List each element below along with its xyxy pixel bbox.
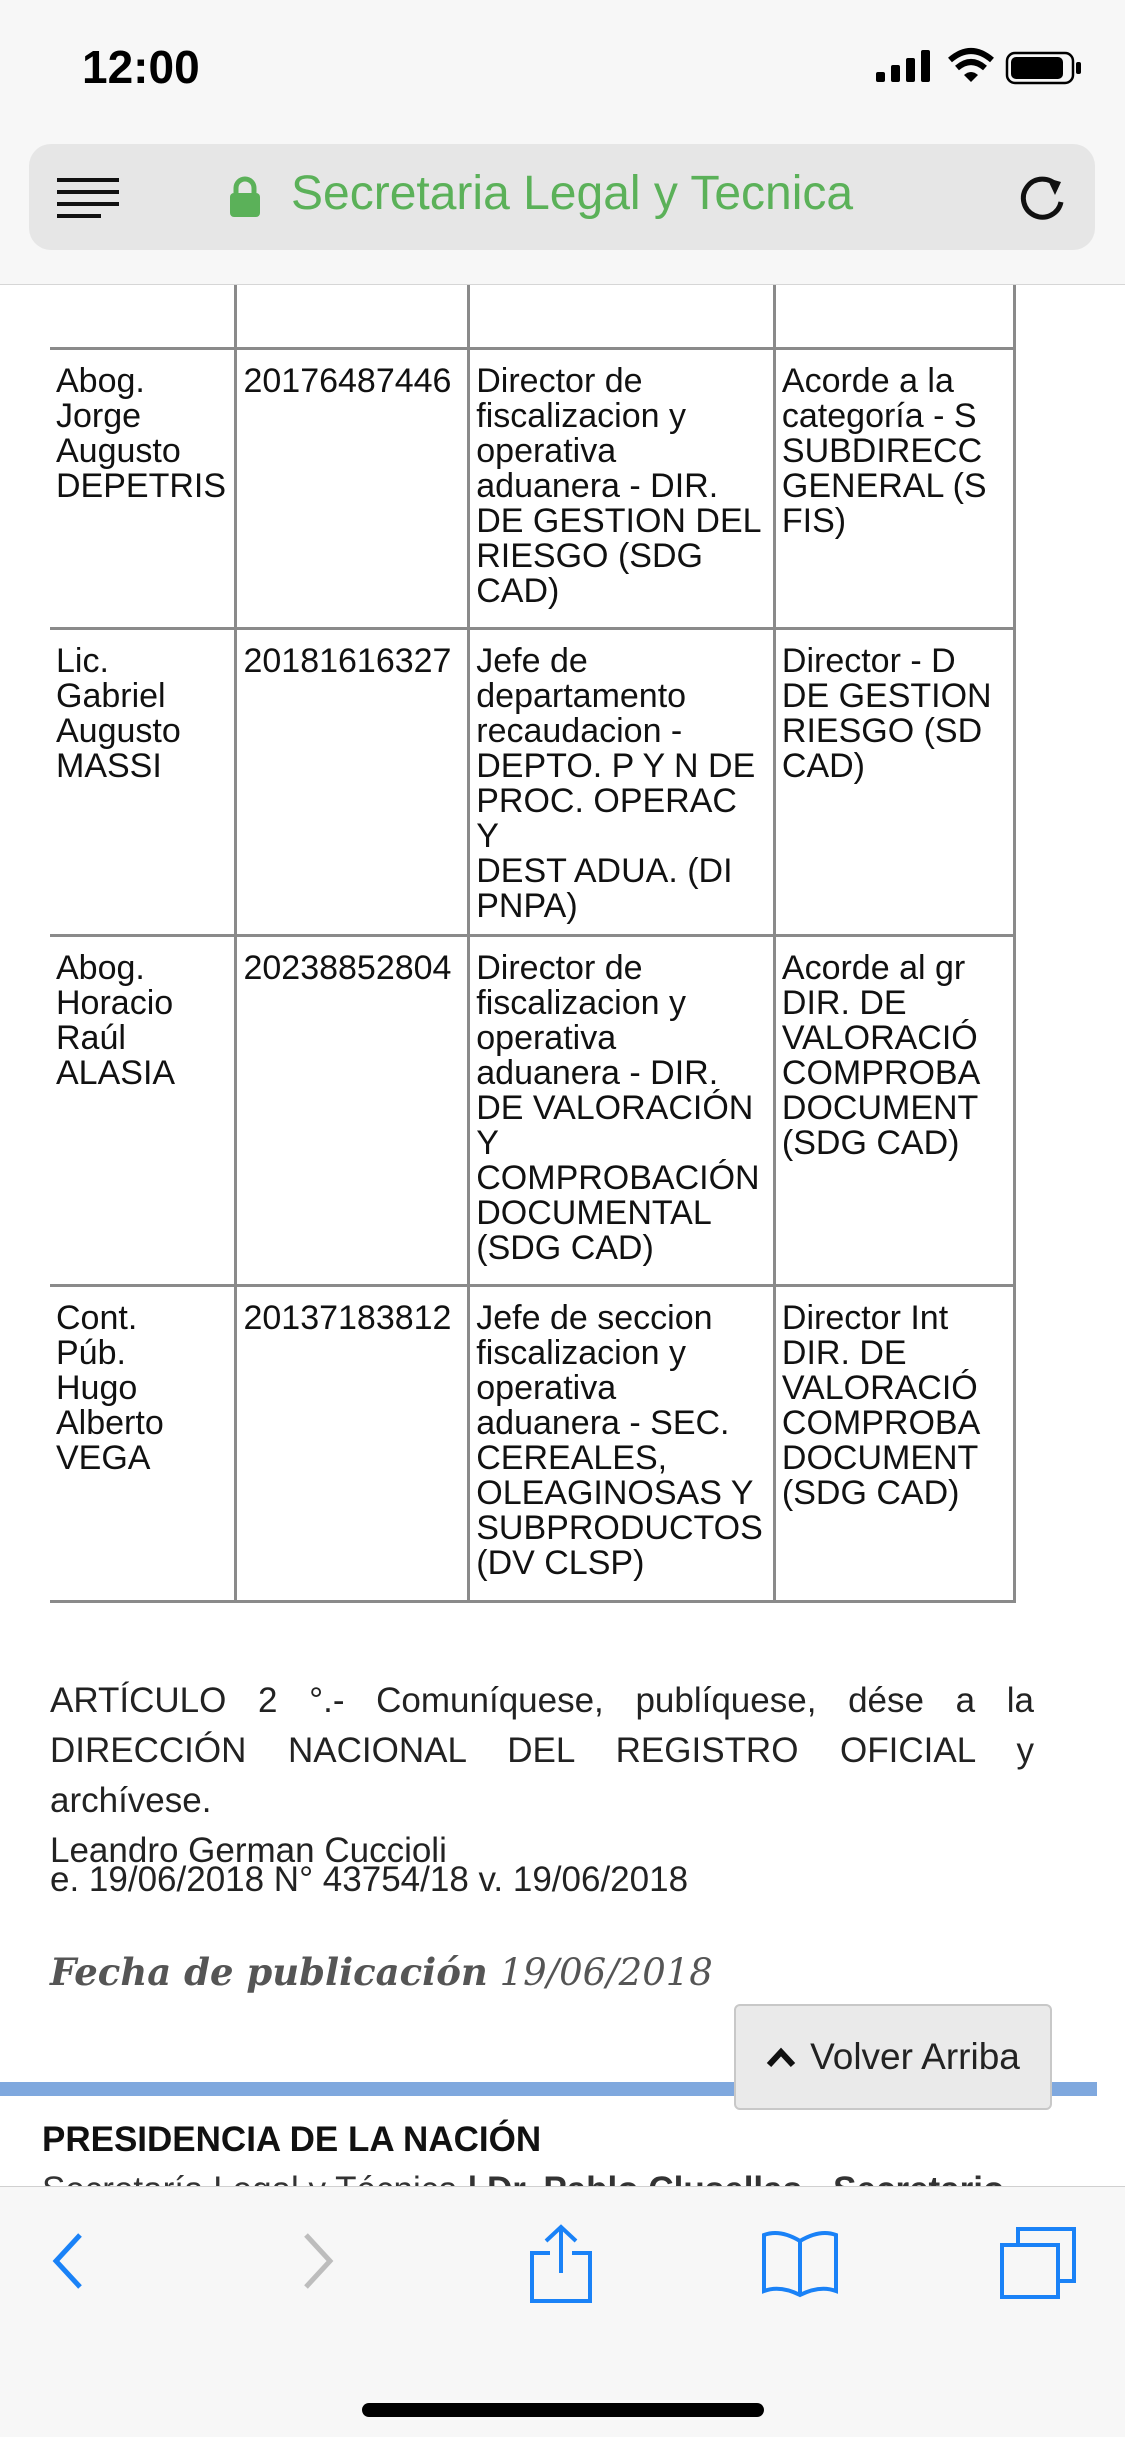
site-title[interactable]: Secretaria Legal y Tecnica bbox=[291, 167, 854, 220]
cell-cuit bbox=[236, 1285, 469, 1601]
cell-actual-line: CAD) bbox=[476, 571, 560, 610]
cell-asignada bbox=[774, 348, 1014, 628]
cell-asignada-line: DOCUMENT bbox=[781, 1088, 979, 1127]
cell-actual-line: fiscalizacion y bbox=[476, 983, 686, 1022]
cell-name-line: Púb. bbox=[56, 1333, 126, 1372]
cell-actual-line: (SDG CAD) bbox=[476, 1228, 654, 1267]
publication-date bbox=[50, 1950, 713, 1994]
reload-icon[interactable] bbox=[1017, 172, 1069, 224]
cell-name-line: Gabriel bbox=[56, 676, 166, 715]
articulo-text: ARTÍCULO 2 °.- Comuníquese, publíquese, dése a la DIRECCIÓN NACIONAL DEL REGISTRO OFICIAL y archívese. bbox=[50, 1681, 1034, 1820]
publication-date-label: Fecha de publicación bbox=[50, 1950, 488, 1994]
cell-name bbox=[50, 628, 236, 935]
cell-cuit-value: 20238852804 bbox=[243, 948, 452, 987]
assignments-table bbox=[50, 232, 1016, 1582]
cell-actual-line: OLEAGINOSAS Y bbox=[476, 1473, 754, 1512]
cell-asignada bbox=[774, 935, 1014, 1285]
cell-actual-line: DEST ADUA. (DI bbox=[476, 851, 733, 890]
cell-asignada-line: Director - D bbox=[781, 641, 956, 680]
cell-asignada-line: DOCUMENT bbox=[781, 1438, 979, 1477]
cell-asignada-line: RIESGO (SD bbox=[781, 711, 983, 750]
cell-name-line: Abog. bbox=[56, 948, 145, 987]
cell-actual-line: PROC. OPERAC Y bbox=[476, 781, 737, 855]
cell-actual-line: RIESGO (SDG bbox=[476, 536, 703, 575]
cell-name-line: Hugo bbox=[56, 1368, 138, 1407]
cell-actual-line: fiscalizacion y bbox=[476, 1333, 686, 1372]
cell-asignada-line: GENERAL (S bbox=[781, 466, 987, 505]
cell-name-line: Alberto bbox=[56, 1403, 164, 1442]
cell-actual-line: operativa bbox=[476, 431, 617, 470]
signature: Leandro German Cuccioli bbox=[50, 1831, 447, 1870]
articulo-paragraph bbox=[50, 1676, 1034, 1876]
cell-actual-line: PNPA) bbox=[476, 886, 578, 925]
cell-asignada-line: CAD) bbox=[781, 746, 865, 785]
cell-actual-line: SUBPRODUCTOS bbox=[476, 1508, 763, 1547]
share-icon[interactable] bbox=[528, 2223, 594, 2305]
cell-name-line: Augusto bbox=[56, 431, 181, 470]
footer-title: PRESIDENCIA DE LA NACIÓN bbox=[42, 2120, 542, 2159]
cell-name-line: Jorge bbox=[56, 396, 142, 435]
back-icon[interactable] bbox=[48, 2231, 88, 2291]
cell-cuit bbox=[236, 348, 469, 628]
cell-asignada-line: Acorde al gr bbox=[781, 948, 966, 987]
wifi-icon bbox=[948, 48, 994, 84]
cell-name-line: Lic. bbox=[56, 641, 109, 680]
cell-cuit-value: 20181616327 bbox=[243, 641, 452, 680]
bookmarks-icon[interactable] bbox=[760, 2229, 840, 2299]
cell-asignada-line: VALORACIÓ bbox=[781, 1018, 978, 1057]
table-row bbox=[50, 935, 1015, 1285]
cell-cuit bbox=[236, 935, 469, 1285]
cell-actual bbox=[469, 628, 775, 935]
cell-actual-line: aduanera - DIR. bbox=[476, 466, 719, 505]
cell-name-line: Horacio bbox=[56, 983, 174, 1022]
cell-cuit-value: 20137183812 bbox=[243, 1298, 452, 1337]
cellular-signal-icon bbox=[876, 50, 932, 82]
cell-actual-line: aduanera - SEC. bbox=[476, 1403, 730, 1442]
cell-actual-line: recaudacion - bbox=[476, 711, 683, 750]
cell-actual-line: CEREALES, bbox=[476, 1438, 668, 1477]
cell-asignada-line: (SDG CAD) bbox=[781, 1123, 960, 1162]
cell-actual-line: DEPTO. P Y N DE bbox=[476, 746, 756, 785]
cell-cuit bbox=[236, 628, 469, 935]
table-row bbox=[50, 1285, 1015, 1601]
cell-asignada-line: DE GESTION bbox=[781, 676, 992, 715]
cell-name bbox=[50, 1285, 236, 1601]
table-row bbox=[50, 628, 1015, 935]
cell-asignada-line: Acorde a la bbox=[781, 361, 954, 400]
publication-date-value: 19/06/2018 bbox=[499, 1951, 713, 1994]
cell-cuit-value: 20176487446 bbox=[243, 361, 452, 400]
table-row bbox=[50, 348, 1015, 628]
cell-actual bbox=[469, 935, 775, 1285]
cell-actual-line: COMPROBACIÓN bbox=[476, 1158, 760, 1197]
cell-actual-line: operativa bbox=[476, 1368, 617, 1407]
browser-bottom-toolbar bbox=[0, 2186, 1125, 2437]
cell-name-line: Cont. bbox=[56, 1298, 138, 1337]
status-time: 12:00 bbox=[82, 41, 200, 93]
cell-asignada-line: (SDG CAD) bbox=[781, 1473, 960, 1512]
tabs-icon[interactable] bbox=[998, 2227, 1078, 2301]
cell-asignada-line: Director Int bbox=[781, 1298, 949, 1337]
cell-name-line: Augusto bbox=[56, 711, 181, 750]
cell-actual-line: (DV CLSP) bbox=[476, 1543, 645, 1582]
cell-actual-line: aduanera - DIR. bbox=[476, 1053, 719, 1092]
cell-name-line: MASSI bbox=[56, 746, 162, 785]
cell-asignada-line: COMPROBA bbox=[781, 1403, 981, 1442]
cell-actual-line: DOCUMENTAL bbox=[476, 1193, 712, 1232]
lock-icon bbox=[229, 176, 261, 218]
cell-actual bbox=[469, 348, 775, 628]
cell-actual-line: operativa bbox=[476, 1018, 617, 1057]
back-to-top-label: Volver Arriba bbox=[810, 2036, 1020, 2077]
cell-asignada bbox=[774, 628, 1014, 935]
cell-actual-line: DE GESTION DEL bbox=[476, 501, 762, 540]
cell-actual-line: DE VALORACIÓN bbox=[476, 1088, 754, 1127]
cell-asignada-line: DIR. DE bbox=[781, 983, 907, 1022]
cell-name-line: Abog. bbox=[56, 361, 145, 400]
home-indicator bbox=[362, 2403, 764, 2417]
cell-asignada-line: SUBDIRECC bbox=[781, 431, 983, 470]
cell-asignada-line: COMPROBA bbox=[781, 1053, 981, 1092]
cell-name-line: DEPETRIS bbox=[56, 466, 227, 505]
cell-actual-line: fiscalizacion y bbox=[476, 396, 686, 435]
cell-name-line: VEGA bbox=[56, 1438, 151, 1477]
cell-asignada-line: FIS) bbox=[781, 501, 847, 540]
cell-actual-line: Jefe de bbox=[476, 641, 588, 680]
cell-asignada-line: VALORACIÓ bbox=[781, 1368, 978, 1407]
cell-actual-line: Y bbox=[476, 1123, 499, 1162]
cell-name bbox=[50, 935, 236, 1285]
cell-asignada bbox=[774, 1285, 1014, 1601]
battery-icon bbox=[1006, 52, 1082, 84]
browser-top-bar bbox=[0, 0, 1125, 285]
cell-actual-line: Jefe de seccion bbox=[476, 1298, 713, 1337]
forward-icon[interactable] bbox=[298, 2231, 338, 2291]
reader-menu-icon[interactable] bbox=[57, 178, 119, 218]
address-bar[interactable] bbox=[29, 144, 1095, 250]
cell-actual-line: departamento bbox=[476, 676, 687, 715]
back-to-top-button[interactable] bbox=[734, 2004, 1052, 2110]
cell-actual-line: Director de bbox=[476, 361, 643, 400]
edition-line: e. 19/06/2018 N° 43754/18 v. 19/06/2018 bbox=[50, 1860, 689, 1899]
chevron-up-icon bbox=[766, 2046, 796, 2068]
cell-name-line: ALASIA bbox=[56, 1053, 176, 1092]
cell-actual bbox=[469, 1285, 775, 1601]
cell-actual-line: Director de bbox=[476, 948, 643, 987]
cell-asignada-line: categoría - S bbox=[781, 396, 977, 435]
cell-asignada-line: DIR. DE bbox=[781, 1333, 907, 1372]
cell-name-line: Raúl bbox=[56, 1018, 126, 1057]
cell-name bbox=[50, 348, 236, 628]
